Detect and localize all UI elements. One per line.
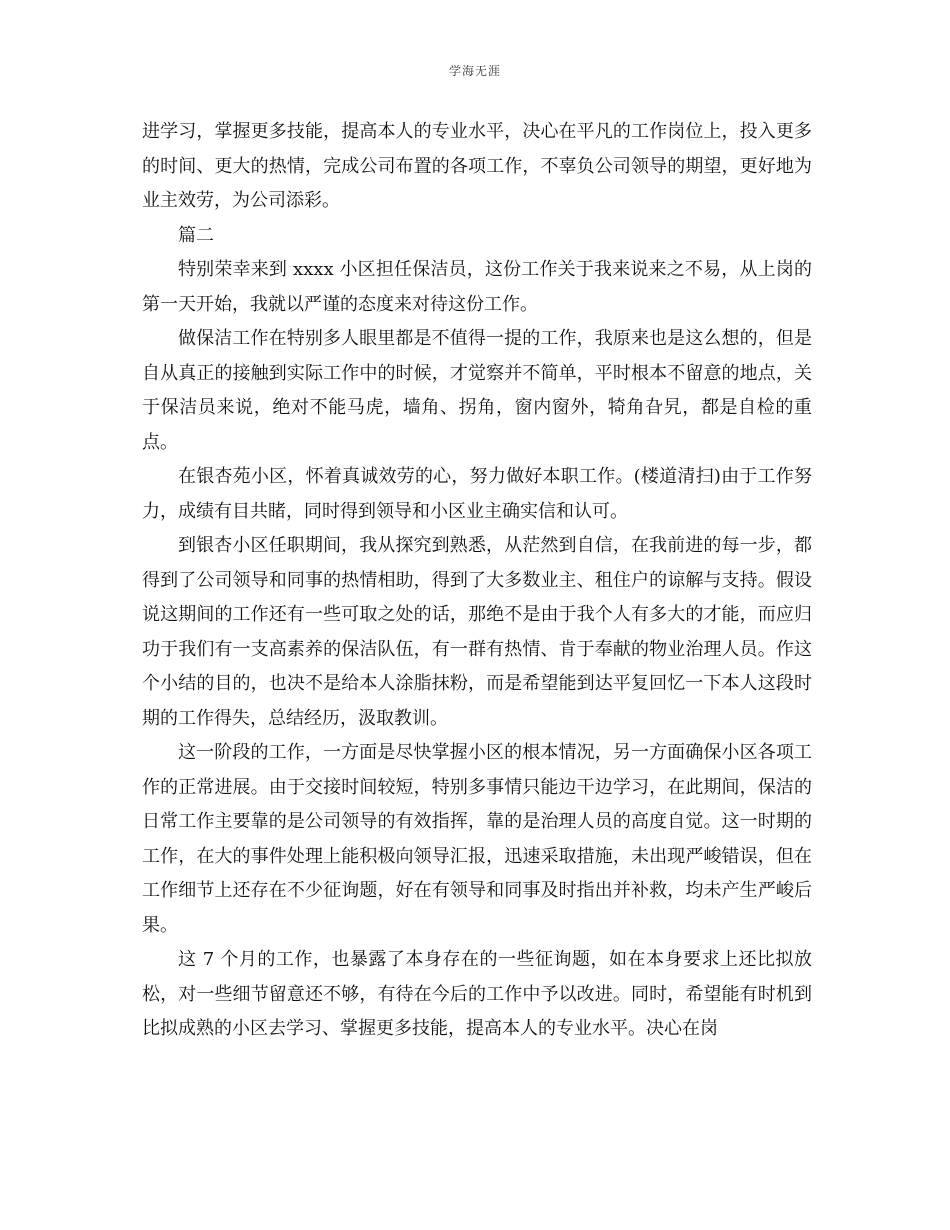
paragraph-6: 这一阶段的工作，一方面是尽快掌握小区的根本情况，另一方面确保小区各项工作的正常进展。由于交接时间较短，特别多事情只能边干边学习，在此期间，保洁的日常工作主要靠的是公司领导的有效指挥，靠的是治理人员的高度自觉。这一时期的工作，在大的事件处理上能积极向领导汇报，迅速采取措施，未出现严峻错误，但在工作细节上还存在不少征询题，好在有领导和同事及时指出并补救，均未产生严峻后果。 xyxy=(142,742,812,936)
document-body xyxy=(142,115,812,1047)
paragraph-7: 这 7 个月的工作，也暴露了本身存在的一些征询题，如在本身要求上还比拟放松，对一些细节留意还不够，有待在今后的工作中予以改进。同时，希望能有时机到比拟成熟的小区去学习、掌握更多技能，提高本人的专业水平。决心在岗 xyxy=(142,949,812,1039)
section-heading: 篇二 xyxy=(178,224,214,246)
paragraph-2: 特别荣幸来到 xxxx 小区担任保洁员，这份工作关于我来说来之不易，从上岗的第一天开始，我就以严谨的态度来对待这份工作。 xyxy=(142,259,812,315)
page-header: 学海无涯 xyxy=(448,64,501,78)
paragraph-3: 做保洁工作在特别多人眼里都是不值得一提的工作，我原来也是这么想的，但是自从真正的接触到实际工作中的时候，才觉察并不简单，平时根本不留意的地点，关于保洁员来说，绝对不能马虎，墙角、拐角，窗内窗外，犄角旮旯，都是自检的重点。 xyxy=(142,328,812,453)
paragraph-1: 进学习，掌握更多技能，提高本人的专业水平，决心在平凡的工作岗位上，投入更多的时间、更大的热情，完成公司布置的各项工作，不辜负公司领导的期望，更好地为业主效劳，为公司添彩。 xyxy=(142,121,812,211)
paragraph-5: 到银杏小区任职期间，我从探究到熟悉，从茫然到自信，在我前进的每一步，都得到了公司领导和同事的热情相助，得到了大多数业主、租住户的谅解与支持。假设说这期间的工作还有一些可取之处的话，那绝不是由于我个人有多大的才能，而应归功于我们有一支高素养的保洁队伍，有一群有热情、肯于奉献的物业治理人员。作这个小结的目的，也决不是给本人涂脂抹粉，而是希望能到达平复回忆一下本人这段时期的工作得失，总结经历，汲取教训。 xyxy=(142,535,812,729)
paragraph-4: 在银杏苑小区，怀着真诚效劳的心，努力做好本职工作。(楼道清扫)由于工作努力，成绩有目共睹，同时得到领导和小区业主确实信和认可。 xyxy=(142,466,812,522)
